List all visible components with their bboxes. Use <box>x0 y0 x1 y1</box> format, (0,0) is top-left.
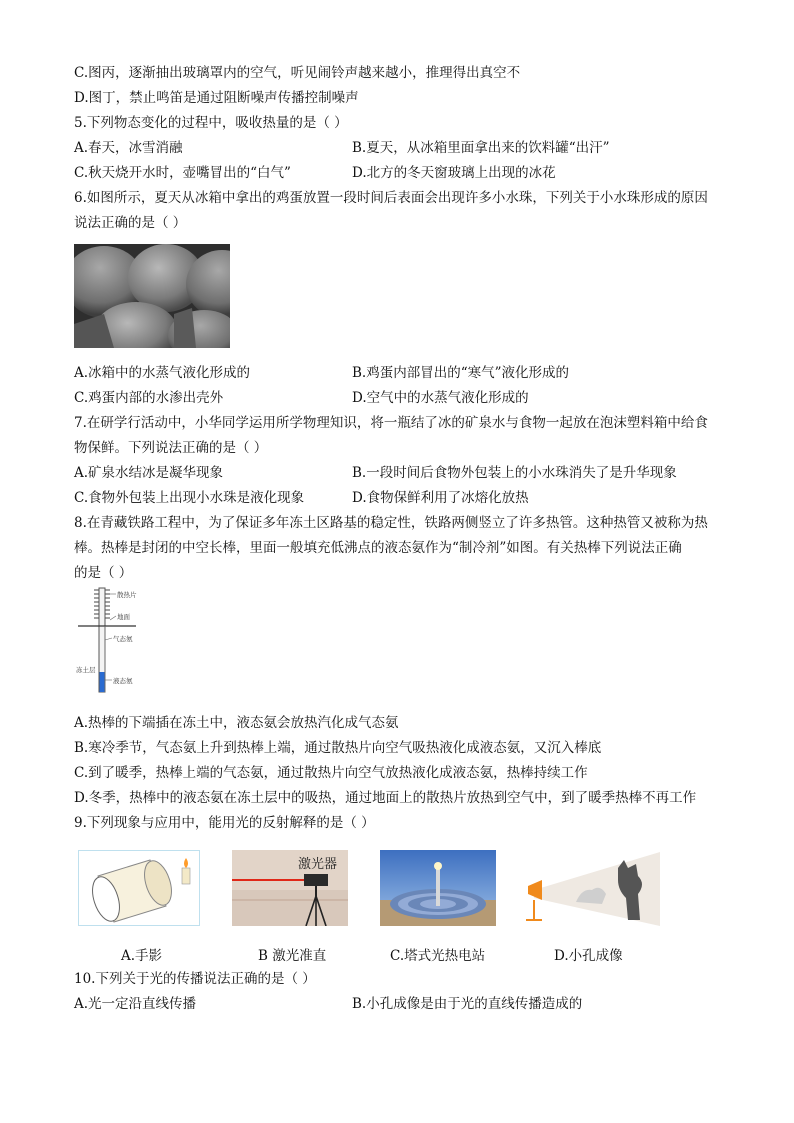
option-5c: C.秋天烧开水时，壶嘴冒出的“白气” <box>74 165 291 181</box>
label-fins: 散热片 <box>117 591 137 599</box>
question-8-stem-cont: 的是（ ） <box>74 565 133 581</box>
laser-level-image <box>232 850 348 926</box>
solar-tower-image <box>380 850 496 926</box>
eggs-photo <box>74 244 230 348</box>
caption-9b: B 激光准直 <box>258 948 327 964</box>
option-10a: A.光一定沿直线传播 <box>74 996 197 1012</box>
caption-9c: C.塔式光热电站 <box>390 948 486 964</box>
question-7-stem-cont: 物保鲜。下列说法正确的是（ ） <box>74 440 268 456</box>
option-5a: A.春天，冰雪消融 <box>74 140 183 156</box>
caption-9a: A.手影 <box>121 948 163 964</box>
question-8-stem-cont: 棒。热棒是封闭的中空长棒，里面一般填充低沸点的液态氨作为“制冷剂”如图。有关热棒下列说法正确 <box>74 540 682 556</box>
option-6b: B.鸡蛋内部冒出的“寒气”液化形成的 <box>352 365 570 381</box>
option-7b: B.一段时间后食物外包装上的小水珠消失了是升华现象 <box>352 465 677 481</box>
question-9-stem: 9.下列现象与应用中，能用光的反射解释的是（ ） <box>74 815 375 831</box>
option-8d: D.冬季，热棒中的液态氨在冻土层中的吸热，通过地面上的散热片放热到空气中，到了暖季热棒不再工作 <box>74 790 697 806</box>
option-10b: B.小孔成像是由于光的直线传播造成的 <box>352 996 583 1012</box>
option-6d: D.空气中的水蒸气液化形成的 <box>352 390 529 406</box>
option-7c: C.食物外包装上出现小水珠是液化现象 <box>74 490 305 506</box>
pinhole-shadow-image <box>520 850 660 926</box>
laser-label: 激光器 <box>298 857 338 872</box>
question-6-stem-cont: 说法正确的是（ ） <box>74 215 187 231</box>
option-6c: C.鸡蛋内部的水渗出壳外 <box>74 390 224 406</box>
option-7a: A.矿泉水结冰是凝华现象 <box>74 465 224 481</box>
label-liquid: 液态氨 <box>113 677 133 685</box>
text-line: D.图丁，禁止鸣笛是通过阻断噪声传播控制噪声 <box>74 90 359 106</box>
question-5-stem: 5.下列物态变化的过程中，吸收热量的是（ ） <box>74 115 348 131</box>
question-10-stem: 10.下列关于光的传播说法正确的是（ ） <box>74 971 316 987</box>
text-line: C.图丙，逐渐抽出玻璃罩内的空气，听见闹铃声越来越小，推理得出真空不 <box>74 65 521 81</box>
label-ground: 地面 <box>117 613 130 621</box>
option-8b: B.寒冷季节，气态氨上升到热棒上端，通过散热片向空气吸热液化成液态氨，又沉入棒底 <box>74 740 602 756</box>
shadow-cylinder-image <box>78 850 200 926</box>
heat-pipe-diagram <box>74 586 174 708</box>
question-7-stem: 7.在研学行活动中，小华同学运用所学物理知识，将一瓶结了冰的矿泉水与食物一起放在泡沫塑料箱中给食 <box>74 415 708 431</box>
caption-9d: D.小孔成像 <box>554 948 623 964</box>
option-8c: C.到了暖季，热棒上端的气态氨，通过散热片向空气放热液化成液态氨，热棒持续工作 <box>74 765 588 781</box>
option-5b: B.夏天，从冰箱里面拿出来的饮料罐“出汗” <box>352 140 610 156</box>
question-8-stem: 8.在青藏铁路工程中，为了保证多年冻土区路基的稳定性，铁路两侧竖立了许多热管。这种热管又被称为热 <box>74 515 708 531</box>
label-gas: 气态氨 <box>113 635 133 643</box>
option-6a: A.冰箱中的水蒸气液化形成的 <box>74 365 251 381</box>
option-7d: D.食物保鲜利用了冰熔化放热 <box>352 490 529 506</box>
label-frozen-layer: 冻土层 <box>76 666 96 674</box>
option-8a: A.热棒的下端插在冻土中，液态氨会放热汽化成气态氨 <box>74 715 399 731</box>
option-5d: D.北方的冬天窗玻璃上出现的冰花 <box>352 165 556 181</box>
question-6-stem: 6.如图所示，夏天从冰箱中拿出的鸡蛋放置一段时间后表面会出现许多小水珠，下列关于小水珠形成的原因 <box>74 190 708 206</box>
